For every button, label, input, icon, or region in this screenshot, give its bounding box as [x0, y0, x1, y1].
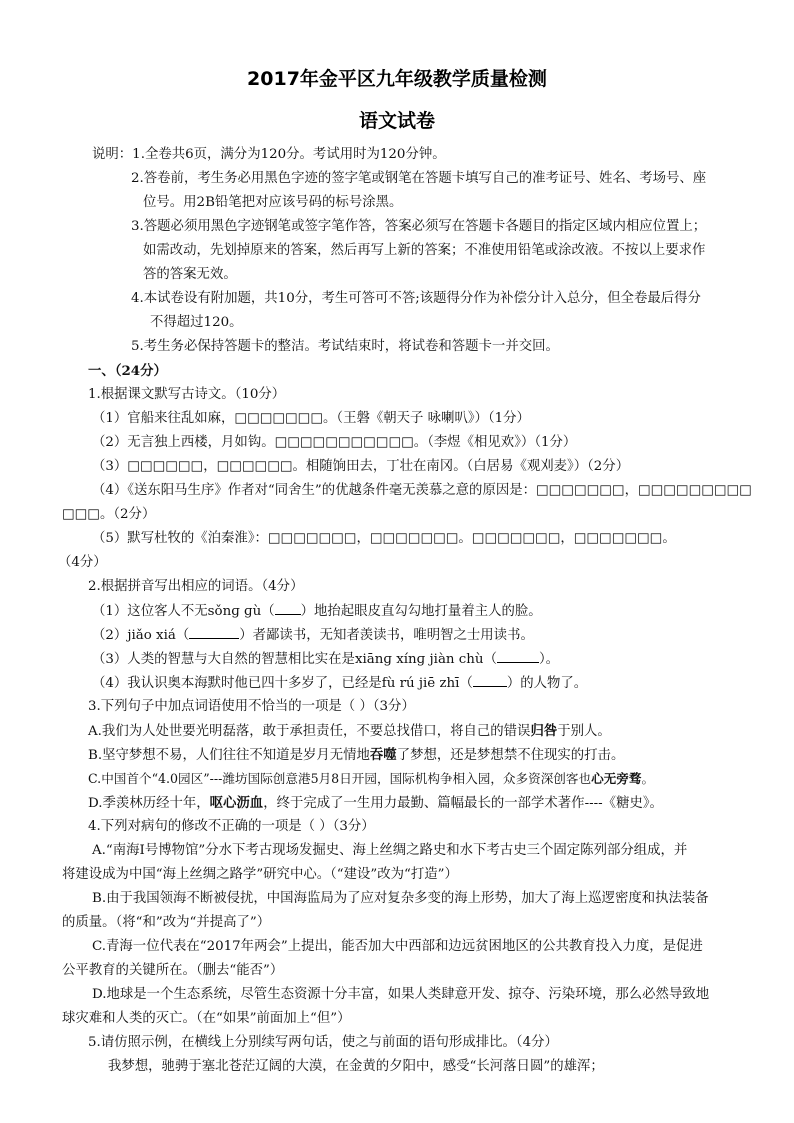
answer-blank [189, 626, 239, 639]
instruction-4-line1: 4.本试卷设有附加题，共10分，考生可答可不答;该题得分作为补偿分计入总分，但全卷最后得分 [131, 291, 701, 306]
q4-option-a-line1: A.“南海Ⅰ号博物馆”分水下考古现场发掘史、海上丝绸之路史和水下考古史三个固定陈列部分组成，并 [92, 843, 688, 858]
instruction-4-line2: 不得超过120。 [150, 315, 243, 330]
q5-stem: 5.请仿照示例，在横线上分别续写两句话，使之与前面的语句形成排比。（4分） [88, 1035, 558, 1050]
answer-blank [275, 602, 301, 615]
emphasized-word: 呕心沥血 [209, 795, 264, 811]
q4-option-b-line1: B.由于我国领海不断被侵扰，中国海监局为了应对复杂多变的海上形势，加大了海上巡逻密度和执法装备 [92, 891, 709, 906]
instruction-3-line3: 答的答案无效。 [143, 267, 237, 282]
q4-option-c-line2: 公平教育的关键所在。（删去“能否”） [62, 963, 284, 978]
answer-blank [497, 650, 539, 663]
instruction-3-line2: 如需改动，先划掉原来的答案，然后再写上新的答案；不准使用铅笔或涂改液。不按以上要求作 [143, 243, 706, 258]
exam-subtitle: 语文试卷 [358, 110, 435, 132]
answer-blank [473, 674, 507, 687]
q1-item-5: （5）默写杜牧的《泊秦淮》：□□□□□□□，□□□□□□□。□□□□□□□，□□□□□□□。 [92, 531, 676, 546]
q3-option-b: B.坚守梦想不易，人们往往不知道是岁月无情地吞噬了梦想，还是梦想禁不住现实的打击。 [88, 747, 625, 763]
pinyin-4: fù rú jiē zhī [381, 676, 460, 691]
q1-stem: 1.根据课文默写古诗文。（10分） [88, 387, 286, 402]
q1-item-1: （1）官船来往乱如麻，□□□□□□□。（王磐《朝天子 咏喇叭》）（1分） [92, 411, 530, 426]
q3-option-d: D.季羡林历经十年，呕心沥血，终于完成了一生用力最勤、篇幅最长的一部学术著作----《糖史》。 [88, 795, 663, 811]
emphasized-word: 归咎 [530, 723, 558, 739]
pinyin-2: jiǎo xiá [127, 628, 176, 643]
q4-option-d-line1: D.地球是一个生态系统，尽管生态资源十分丰富，如果人类肆意开发、掠夺、污染环境，那么必然导致地 [92, 987, 710, 1002]
instruction-2-line1: 2.答卷前，考生务必用黑色字迹的签字笔或钢笔在答题卡填写自己的准考证号、姓名、考场号、座 [131, 171, 707, 186]
pinyin-3: xiānɡ xínɡ jiàn chù [354, 652, 484, 667]
q1-item-4-line2: □□□。（2分） [62, 507, 156, 522]
q4-option-a-line2: 将建设成为中国“海上丝绸之路学”研究中心。（“建设”改为“打造”） [62, 867, 458, 882]
instruction-2-line2: 位号。用2B铅笔把对应该号码的标号涂黑。 [143, 195, 403, 210]
q3-option-c: C.中国首个“4.0园区”---潍坊国际创意港5月8日开园，国际机构争相入园，众多资深创客也心无旁骛。 [88, 771, 655, 786]
q1-item-2: （2）无言独上西楼，月如钩。□□□□□□□□□□□。（李煜《相见欢》）（1分） [92, 435, 577, 450]
q4-option-d-line2: 球灾难和人类的灭亡。（在“如果”前面加上“但”） [62, 1011, 351, 1026]
exam-title: 2017年金平区九年级教学质量检测 [247, 68, 547, 90]
q2-stem: 2.根据拼音写出相应的词语。（4分） [88, 579, 304, 594]
q1-item-5-score: （4分） [58, 555, 107, 570]
q4-stem: 4.下列对病句的修改不正确的一项是（ ）（3分） [88, 819, 375, 834]
emphasized-word: 吞噬 [369, 747, 397, 763]
pinyin-1: sǒnɡ ɡù [207, 604, 262, 619]
q1-item-4-line1: （4）《送东阳马生序》作者对“同舍生”的优越条件毫无羡慕之意的原因是：□□□□□□□，□□□□□□□□□ [92, 483, 752, 498]
instruction-1: 说明：1.全卷共6页，满分为120分。考试用时为120分钟。 [92, 147, 446, 162]
q2-item-2: （2）jiǎo xiá（ ）者鄙读书，无知者羡读书，唯明智之士用读书。 [92, 628, 534, 643]
instruction-3-line1: 3.答题必须用黑色字迹钢笔或签字笔作答，答案必须写在答题卡各题目的指定区域内相应位置上； [131, 219, 707, 234]
q3-option-a: A.我们为人处世要光明磊落，敢于承担责任，不要总找借口，将自己的错误归咎于别人。 [88, 723, 611, 739]
q2-item-3: （3）人类的智慧与大自然的智慧相比实在是xiānɡ xínɡ jiàn chù（ ）。 [92, 652, 560, 667]
q5-example: 我梦想，驰骋于塞北苍茫辽阔的大漠，在金黄的夕阳中，感受“长河落日圆”的雄浑； [108, 1059, 604, 1074]
q3-stem: 3.下列句子中加点词语使用不恰当的一项是（ ）（3分） [88, 699, 415, 714]
q4-option-c-line1: C.青海一位代表在“2017年两会”上提出，能否加大中西部和边远贫困地区的公共教育投入力度，是促进 [92, 939, 703, 954]
section-heading: 一、（24分） [88, 363, 167, 379]
q2-item-1: （1）这位客人不无sǒnɡ ɡù（ ）地抬起眼皮直勾勾地打量着主人的脸。 [92, 604, 542, 619]
q4-option-b-line2: 的质量。（将“和”改为“并提高了”） [62, 915, 271, 930]
q2-item-4: （4）我认识奥本海默时他已四十多岁了，已经是fù rú jiē zhī（ ）的人物了。 [92, 676, 588, 691]
emphasized-word: 心无旁骛 [591, 771, 642, 786]
instructions-label: 说明： [92, 147, 133, 162]
q1-item-3: （3）□□□□□□，□□□□□□。相随饷田去，丁壮在南冈。（白居易《观刈麦》）（2分） [92, 459, 630, 474]
instruction-5: 5.考生务必保持答题卡的整洁。考试结束时，将试卷和答题卡一并交回。 [131, 339, 559, 354]
